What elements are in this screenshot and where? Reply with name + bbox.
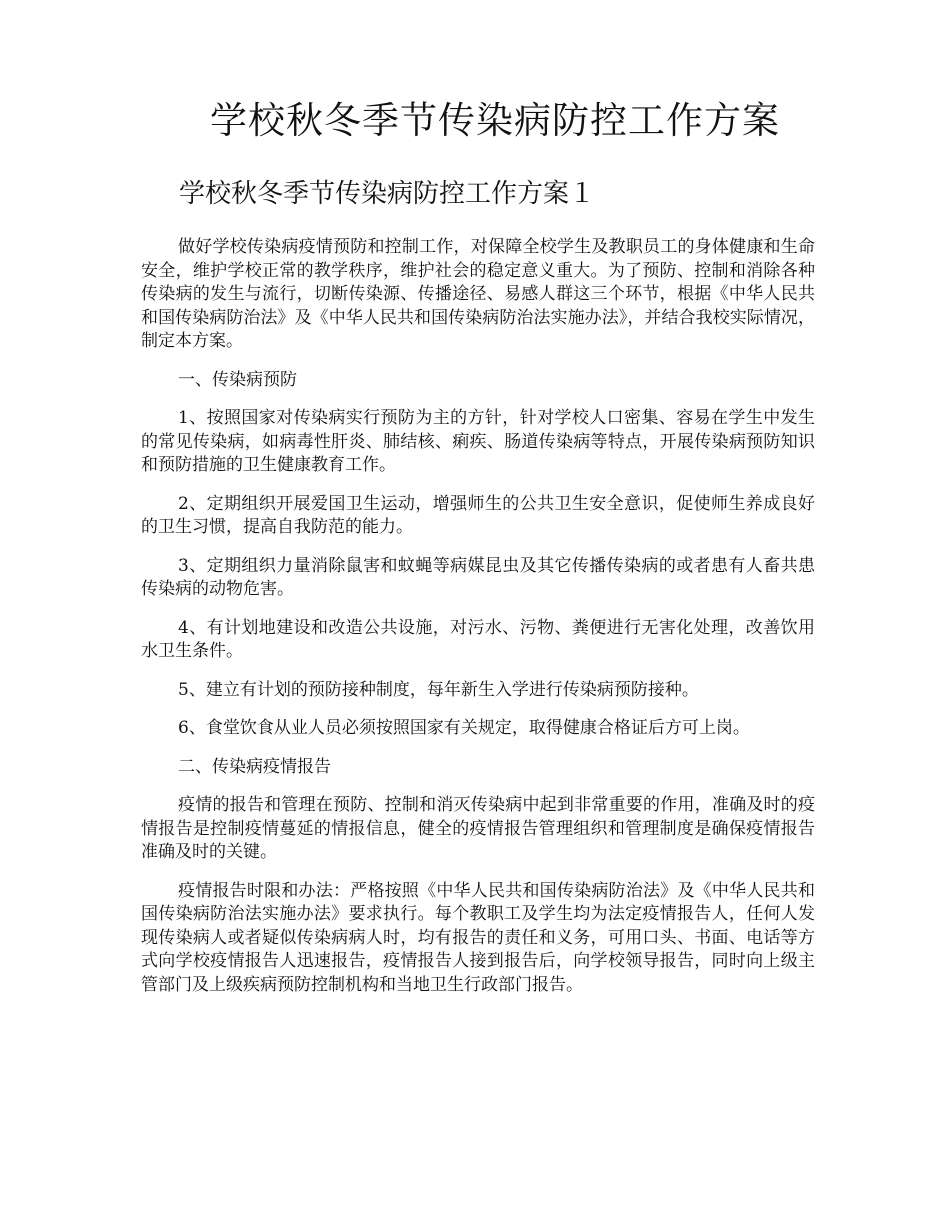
heading-epidemic-report: 二、传染病疫情报告 (178, 756, 331, 777)
prevention-item-1: 1、按照国家对传染病实行预防为主的方针，针对学校人口密集、容易在学生中发生的常见传染病，如病毒性肝炎、肺结核、痢疾、肠道传染病等特点，开展传染病预防知识和预防措施的卫生健康教育工作。 (141, 408, 815, 475)
prevention-item-4: 4、有计划地建设和改造公共设施，对污水、污物、粪便进行无害化处理，改善饮用水卫生条件。 (141, 617, 815, 661)
prevention-item-3: 3、定期组织力量消除鼠害和蚊蝇等病媒昆虫及其它传播传染病的或者患有人畜共患传染病的动物危害。 (141, 555, 815, 599)
prevention-item-6: 6、食堂饮食从业人员必须按照国家有关规定，取得健康合格证后方可上岗。 (178, 718, 750, 738)
document-title: 学校秋冬季节传染病防控工作方案 (210, 99, 780, 142)
prevention-item-2: 2、定期组织开展爱国卫生运动，增强师生的公共卫生安全意识，促使师生养成良好的卫生习惯，提高自我防范的能力。 (141, 493, 815, 537)
report-paragraph-2: 疫情报告时限和办法：严格按照《中华人民共和国传染病防治法》及《中华人民共和国传染病防治法实施办法》要求执行。每个教职工及学生均为法定疫情报告人，任何人发现传染病人或者疑似传染病病人时，均有报告的责任和义务，可用口头、书面、电话等方式向学校疫情报告人迅速报告，疫情报告人接到报告后，向学校领导报告，同时向上级主管部门及上级疾病预防控制机构和当地卫生行政部门报告。 (141, 880, 815, 995)
prevention-item-5: 5、建立有计划的预防接种制度，每年新生入学进行传染病预防接种。 (178, 679, 699, 700)
intro-paragraph: 做好学校传染病疫情预防和控制工作，对保障全校学生及教职员工的身体健康和生命安全，维护学校正常的教学秩序，维护社会的稳定意义重大。为了预防、控制和消除各种传染病的发生与流行，切断传染源、传播途径、易感人群这三个环节，根据《中华人民共和国传染病防治法》及《中华人民共和国传染病防治法实施办法》，并结合我校实际情况，制定本方案。 (141, 237, 815, 351)
document-body (141, 236, 815, 1012)
report-paragraph-1: 疫情的报告和管理在预防、控制和消灭传染病中起到非常重要的作用，准确及时的疫情报告是控制疫情蔓延的情报信息，健全的疫情报告管理组织和管理制度是确保疫情报告准确及时的关键。 (141, 795, 815, 862)
heading-prevention: 一、传染病预防 (178, 369, 297, 390)
section-heading: 学校秋冬季节传染病防控工作方案１ (179, 179, 596, 209)
